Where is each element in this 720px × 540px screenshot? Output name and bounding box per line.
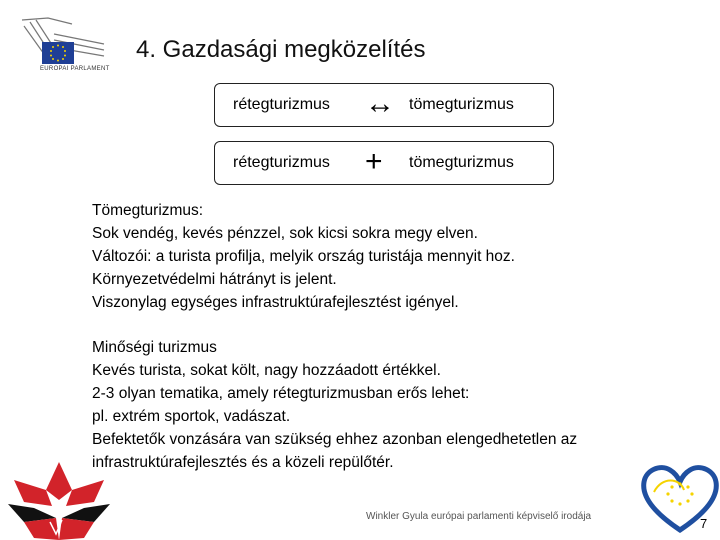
comparison-box-combination: [214, 141, 554, 185]
section-line: pl. extrém sportok, vadászat.: [92, 408, 291, 425]
page-title: 4. Gazdasági megközelítés: [136, 36, 426, 63]
section-line: infrastruktúrafejlesztés és a közeli repülőtér.: [92, 454, 394, 471]
section-line: Befektetők vonzására van szükség ehhez azonban elengedhetetlen az: [92, 431, 578, 448]
bidirectional-arrow-icon: ↔: [365, 87, 395, 120]
lotus-logo-icon: [4, 460, 114, 540]
mass-tourism-section: [92, 199, 652, 314]
page-number: 7: [700, 516, 708, 531]
section-heading: Minőségi turizmus: [92, 339, 217, 356]
comparison-box-contrast: [214, 83, 554, 127]
comparison-left-term: rétegturizmus: [233, 154, 330, 171]
section-line: Viszonylag egységes infrastruktúrafejlesztést igényel.: [92, 294, 459, 311]
comparison-left-term: rétegturizmus: [233, 96, 330, 113]
section-line: Környezetvédelmi hátrányt is jelent.: [92, 271, 337, 288]
comparison-right-term: tömegturizmus: [409, 154, 514, 171]
heart-logo-icon: [640, 462, 720, 534]
quality-tourism-section: [92, 336, 652, 474]
section-line: Változói: a turista profilja, melyik ország turistája mennyit hoz.: [92, 248, 515, 265]
section-line: Sok vendég, kevés pénzzel, sok kicsi sokra megy elven.: [92, 225, 478, 242]
comparison-right-term: tömegturizmus: [409, 96, 514, 113]
section-line: Kevés turista, sokat költ, nagy hozzáadott értékkel.: [92, 362, 441, 379]
logo-caption: EUROPAI PARLAMENT: [40, 66, 110, 72]
footer-text: Winkler Gyula európai parlamenti képviselő irodája: [366, 511, 592, 522]
section-heading: Tömegturizmus:: [92, 202, 204, 219]
plus-icon: +: [365, 145, 383, 178]
section-line: 2-3 olyan tematika, amely rétegturizmusban erős lehet:: [92, 385, 470, 402]
